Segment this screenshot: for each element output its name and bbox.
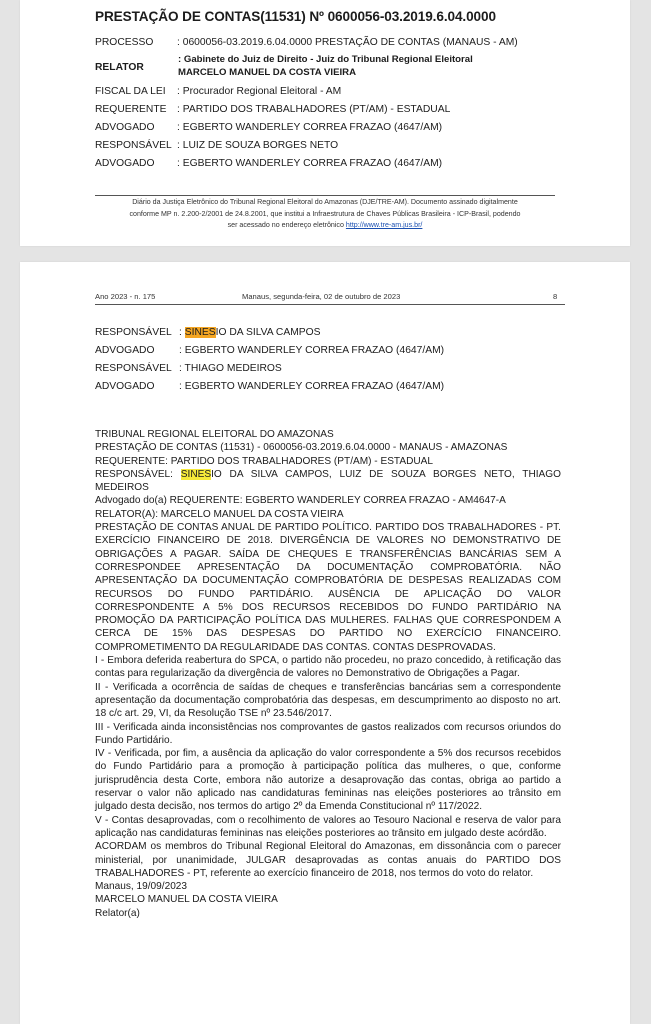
- relator-line2: MARCELO MANUEL DA COSTA VIEIRA: [178, 67, 357, 78]
- advogado-row: [95, 157, 442, 170]
- responsavel-value: : THIAGO MEDEIROS: [179, 363, 282, 374]
- responsavel-value: IO DA SILVA CAMPOS: [215, 327, 321, 338]
- header-date: Manaus, segunda-feira, 02 de outubro de 2023: [242, 292, 401, 301]
- fiscal-value: : Procurador Regional Eleitoral - AM: [177, 86, 342, 97]
- advogado-value: : EGBERTO WANDERLEY CORREA FRAZAO (4647/AM): [179, 345, 445, 356]
- responsavel-prefix: RESPONSÁVEL:: [95, 468, 181, 480]
- advogado-value: : EGBERTO WANDERLEY CORREA FRAZAO (4647/AM): [177, 158, 443, 169]
- responsavel-label: RESPONSÁVEL: [95, 327, 172, 338]
- advogado-row: [95, 121, 442, 134]
- fiscal-row: [95, 85, 341, 98]
- advogado-row: [95, 344, 444, 357]
- footer-line1: Diário da Justiça Eletrônico do Tribunal Regional Eleitoral do Amazonas (DJE/TRE-AM). Documento assinado digitalmente: [132, 198, 518, 206]
- advogado-label: ADVOGADO: [95, 158, 155, 169]
- advogado-label: ADVOGADO: [95, 345, 155, 356]
- highlighted-text: SINES: [180, 468, 212, 480]
- responsavel-prefix: :: [179, 327, 185, 338]
- footer-line3-text: ser acessado no endereço eletrônico: [227, 221, 344, 229]
- responsavel-names: IO DA SILVA CAMPOS, LUIZ DE SOUZA BORGES NETO, THIAGO MEDEIROS: [95, 468, 561, 494]
- processo-label: PROCESSO: [95, 37, 154, 48]
- advogado-value: : EGBERTO WANDERLEY CORREA FRAZAO (4647/AM): [177, 122, 443, 133]
- responsavel-row: [95, 326, 321, 339]
- page-footer: [95, 197, 555, 232]
- signer-name: MARCELO MANUEL DA COSTA VIEIRA: [95, 894, 278, 906]
- fiscal-label: FISCAL DA LEI: [95, 86, 166, 97]
- signer-role: Relator(a): [95, 907, 140, 919]
- responsavel-label: RESPONSÁVEL: [95, 363, 172, 374]
- ementa: PRESTAÇÃO DE CONTAS ANUAL DE PARTIDO POLÍTICO. PARTIDO DOS TRABALHADORES - PT. EXERCÍCIO FINANCEIRO DE 2018. DIVERGÊNCIA DE VALORES NO DEMONSTRATIVO DE OBRIGAÇÕES A PAGAR. SAÍDA DE CHEQUES E TRANSFERÊNCIAS BANCÁRIAS SEM A CORRESPONDEE APRESENTAÇÃO DA DOCUMENTAÇÃO COMPROBATÓRIA. NÃO APRESENTAÇÃO DA DOCUMENTAÇÃO COMPROBATÓRIA DE DESPESAS REALIZADAS COM RECURSOS DO FUNDO PARTIDÁRIO. AUSÊNCIA DE APLICAÇÃO DO VALOR CORRESPONDENTE A 5% DOS RECURSOS RECEBIDOS DO FUNDO PARTIDÁRIO NA PROMOÇÃO DA PARTICIPAÇÃO POLÍTICA DAS MULHERES. FALHAS QUE CORRESPONDEM A CERCA DE 15% DAS DESPESAS DO PARTIDO NO EXERCÍCIO FINANCEIRO. COMPROMETIMENTO DA REGULARIDADE DAS CONTAS. CONTAS DESPROVADAS.: [95, 522, 561, 653]
- footer-line3: [95, 220, 555, 232]
- requerente-value: : PARTIDO DOS TRABALHADORES (PT/AM) - ESTADUAL: [177, 104, 451, 115]
- responsavel-line: [95, 468, 561, 495]
- acordam-paragraph: ACORDAM os membros do Tribunal Regional Eleitoral do Amazonas, em dissonância com o parecer ministerial, por unanimidade, JULGAR desaprovadas as contas anuais do PARTIDO DOS TRABALHADORES - PT, referente ao exercício financeiro de 2018, nos termos do voto do relator.: [95, 841, 561, 879]
- relator-label: RELATOR: [95, 62, 144, 73]
- processo-value: : 0600056-03.2019.6.04.0000 PRESTAÇÃO DE CONTAS (MANAUS - AM): [177, 37, 518, 48]
- decision-body: [95, 428, 561, 920]
- advogado-label: ADVOGADO: [95, 122, 155, 133]
- footer-line2: conforme MP n. 2.200-2/2001 de 24.8.2001, que institui a Infraestrutura de Chaves Públicas Brasileira - ICP-Brasil, podendo: [129, 209, 521, 218]
- advogado-value: : EGBERTO WANDERLEY CORREA FRAZAO (4647/AM): [179, 381, 445, 392]
- page-top: [20, 0, 630, 246]
- responsavel-label: RESPONSÁVEL: [95, 140, 172, 151]
- advogado-line: Advogado do(a) REQUERENTE: EGBERTO WANDERLEY CORREA FRAZAO - AM4647-A: [95, 495, 506, 507]
- responsavel-row: [95, 362, 282, 375]
- advogado-label: ADVOGADO: [95, 381, 155, 392]
- footer-divider: [95, 195, 555, 196]
- advogado-row: [95, 380, 444, 393]
- process-line: PRESTAÇÃO DE CONTAS (11531) - 0600056-03.2019.6.04.0000 - MANAUS - AMAZONAS: [95, 442, 508, 454]
- requerente-line: REQUERENTE: PARTIDO DOS TRABALHADORES (PT/AM) - ESTADUAL: [95, 455, 434, 467]
- relator-value: [178, 53, 473, 79]
- document-title: PRESTAÇÃO DE CONTAS(11531) Nº 0600056-03.2019.6.04.0000: [95, 9, 496, 24]
- item-v: V - Contas desaprovadas, com o recolhimento de valores ao Tesouro Nacional e reserva de valor para aplicação nas candidaturas femininas nas eleições posteriores ao trânsito em julgado deste acórdão.: [95, 814, 561, 839]
- item-iii: III - Verificada ainda inconsistências nos comprovantes de gastos realizados com recursos oriundos do Fundo Partidário.: [95, 721, 561, 746]
- relator-line: RELATOR(A): MARCELO MANUEL DA COSTA VIEIRA: [95, 508, 344, 520]
- item-iv: IV - Verificada, por fim, a ausência da aplicação do valor correspondente a 5% dos recursos recebidos do Fundo Partidário para a promoção à participação política das mulheres, o que, conforme jurisprudência desta Corte, embora não autorize a desaprovação das contas, obriga ao partido a reservar o valor não aplicado nas candidaturas femininas nas eleições posteriores ao trânsito em julgado desta decisão, nos termos do artigo 2º da Emenda Constitucional nº 117/2022.: [95, 748, 561, 813]
- highlighted-text: SINES: [184, 327, 216, 338]
- header-divider: [95, 304, 565, 305]
- item-i: I - Embora deferida reabertura do SPCA, o partido não procedeu, no prazo concedido, à retificação das contas para regularização da divergência de valores no Demonstrativo de Obrigações a Pagar.: [95, 655, 561, 680]
- decision-date: Manaus, 19/09/2023: [95, 881, 188, 893]
- header-issue: Ano 2023 - n. 175: [95, 292, 156, 301]
- requerente-row: [95, 103, 450, 116]
- item-ii: II - Verificada a ocorrência de saídas de cheques e transferências bancárias sem a correspondente apresentação da documentação comprobatória das despesas, em descumprimento ao disposto no art. 18 c/c art. 29, VI, da Resolução TSE nº 23.546/2017.: [95, 681, 561, 720]
- header-page-number: 8: [553, 292, 558, 301]
- responsavel-value: : LUIZ DE SOUZA BORGES NETO: [177, 140, 339, 151]
- relator-line1: : Gabinete do Juiz de Direito - Juiz do Tribunal Regional Eleitoral: [178, 54, 473, 65]
- court-name: TRIBUNAL REGIONAL ELEITORAL DO AMAZONAS: [95, 429, 334, 440]
- requerente-label: REQUERENTE: [95, 104, 167, 115]
- footer-link[interactable]: http://www.tre-am.jus.br/: [345, 221, 423, 229]
- processo-row: [95, 36, 518, 49]
- responsavel-row: [95, 139, 338, 152]
- page-bottom: [20, 262, 630, 1024]
